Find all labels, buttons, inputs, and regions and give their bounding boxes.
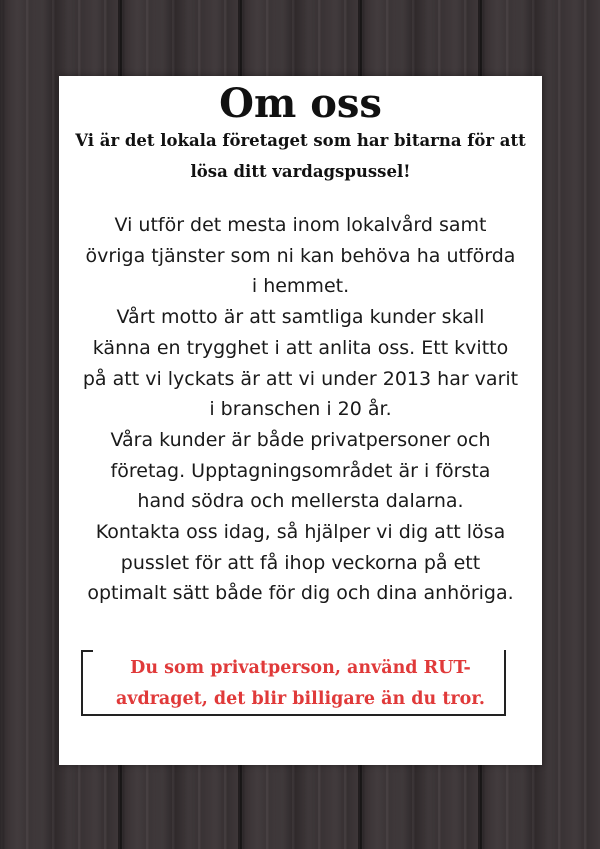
rut-note-line: avdraget, det blir billigare än du tror. xyxy=(115,689,486,709)
paper-sheet xyxy=(59,76,542,765)
about-line: Vårt motto är att samtliga kunder skall xyxy=(116,306,485,329)
about-line: optimalt sätt både för dig och dina anhöriga. xyxy=(87,582,514,605)
about-line: övriga tjänster som ni kan behöva ha utförda xyxy=(85,244,516,267)
about-line: Våra kunder är både privatpersoner och xyxy=(110,428,491,451)
about-line: på att vi lyckats är att vi under 2013 har varit xyxy=(82,367,519,390)
about-line: i branschen i 20 år. xyxy=(209,398,392,421)
about-line: hand södra och mellersta dalarna. xyxy=(137,490,464,513)
about-line: pusslet för att få ihop veckorna på ett xyxy=(120,551,481,574)
about-text xyxy=(61,210,540,609)
rut-note-line: Du som privatperson, använd RUT- xyxy=(130,658,471,678)
about-line: företag. Upptagningsområdet är i första xyxy=(110,459,491,482)
about-line: känna en trygghet i att anlita oss. Ett kvitto xyxy=(92,336,509,359)
about-line: Vi utför det mesta inom lokalvård samt xyxy=(114,214,487,236)
rut-note xyxy=(59,653,542,715)
about-line: i hemmet. xyxy=(251,275,350,298)
page-title: Om oss xyxy=(219,80,382,127)
tagline: Vi är det lokala företaget som har bitarna för att lösa ditt vardagspussel! xyxy=(75,131,526,181)
about-line: Kontakta oss idag, så hjälper vi dig att lösa xyxy=(95,521,506,544)
